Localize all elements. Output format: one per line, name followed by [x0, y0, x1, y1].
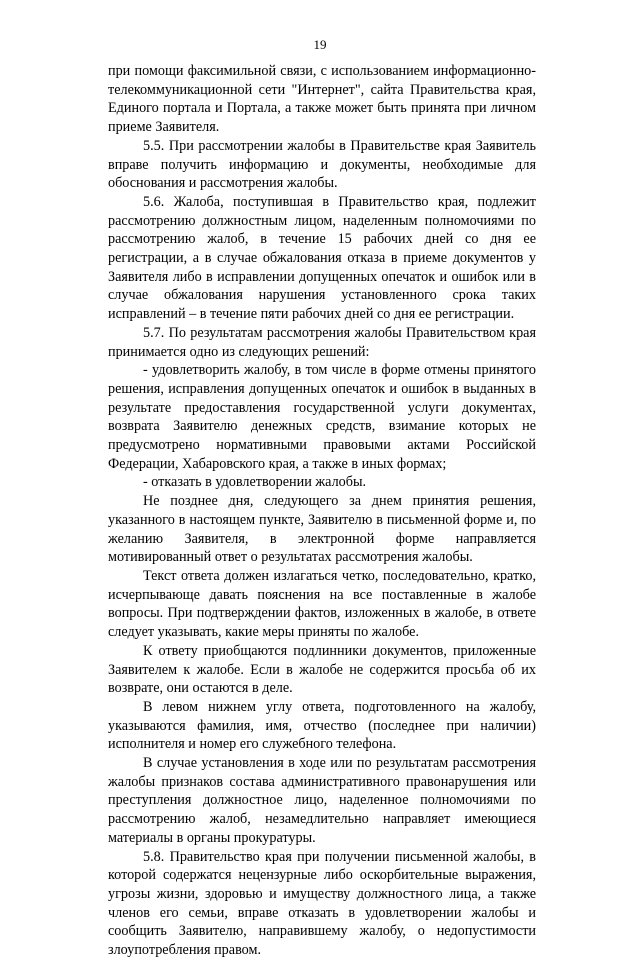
- paragraph-response-deadline: Не позднее дня, следующего за днем принятия решения, указанного в настоящем пункте, Заявителю в письменной форме и, по желанию Заявителя, в электронной форме направляется мотивированный ответ о результатах рассмотрения жалобы.: [108, 493, 536, 566]
- paragraph-continuation: при помощи факсимильной связи, с использованием информационно-телекоммуникационной сети "Интернет", сайта Правительства края, Единого портала и Портала, а также может быть принята при личном приеме Заявителя.: [108, 63, 536, 136]
- paragraph-executor-info: В левом нижнем углу ответа, подготовленного на жалобу, указываются фамилия, имя, отчество (последнее при наличии) исполнителя и номер его служебного телефона.: [108, 698, 536, 753]
- paragraph-response-text: Текст ответа должен излагаться четко, последовательно, кратко, исчерпывающе давать пояснения на все поставленные в жалобе вопросы. При подтверждении фактов, изложенных в жалобе, в ответе следует указывать, какие меры приняты по жалобе.: [108, 567, 536, 641]
- paragraph-attached-documents: К ответу приобщаются подлинники документов, приложенные Заявителем к жалобе. Если в жалобе не содержится просьба об их возврате, они остаются в деле.: [108, 642, 536, 697]
- paragraph-5-6: 5.6. Жалоба, поступившая в Правительство края, подлежит рассмотрению должностным лицом, наделенным полномочиями по рассмотрению жалоб, в течение 15 рабочих дней со дня ее регистрации, а в случае обжалования отказа в приеме документов у Заявителя либо в исправлении допущенных опечаток и ошибок или в случае обжалования нарушения установленного срока таких исправлений – в течение пяти рабочих дней со дня ее регистрации.: [108, 193, 536, 323]
- page-number: 19: [313, 37, 327, 52]
- paragraph-5-5: 5.5. При рассмотрении жалобы в Правительстве края Заявитель вправе получить информацию и документы, необходимые для обоснования и рассмотрения жалобы.: [108, 137, 536, 192]
- paragraph-5-7: 5.7. По результатам рассмотрения жалобы Правительством края принимается одно из следующих решений:: [108, 324, 536, 360]
- paragraph-prosecution: В случае установления в ходе или по результатам рассмотрения жалобы признаков состава административного правонарушения или преступления должностное лицо, наделенное полномочиями по рассмотрению жалоб, незамедлительно направляет имеющиеся материалы в органы прокуратуры.: [108, 755, 536, 846]
- paragraph-5-8: 5.8. Правительство края при получении письменной жалобы, в которой содержатся нецензурные либо оскорбительные выражения, угрозы жизни, здоровью и имуществу должностного лица, а также членов его семьи, вправе отказать в удовлетворении жалобы и сообщить Заявителю, направившему жалобу, о недопустимости злоупотребления правом.: [108, 848, 536, 959]
- document-body: [108, 62, 536, 960]
- paragraph-decision-refuse: - отказать в удовлетворении жалобы.: [143, 474, 367, 491]
- paragraph-decision-satisfy: - удовлетворить жалобу, в том числе в форме отмены принятого решения, исправления допущенных опечаток и ошибок в выданных в результате предоставления государственной услуги документах, возврата Заявителю денежных средств, взимание которых не предусмотрено нормативными правовыми актами Российской Федерации, Хабаровского края, а также в иных формах;: [108, 362, 536, 472]
